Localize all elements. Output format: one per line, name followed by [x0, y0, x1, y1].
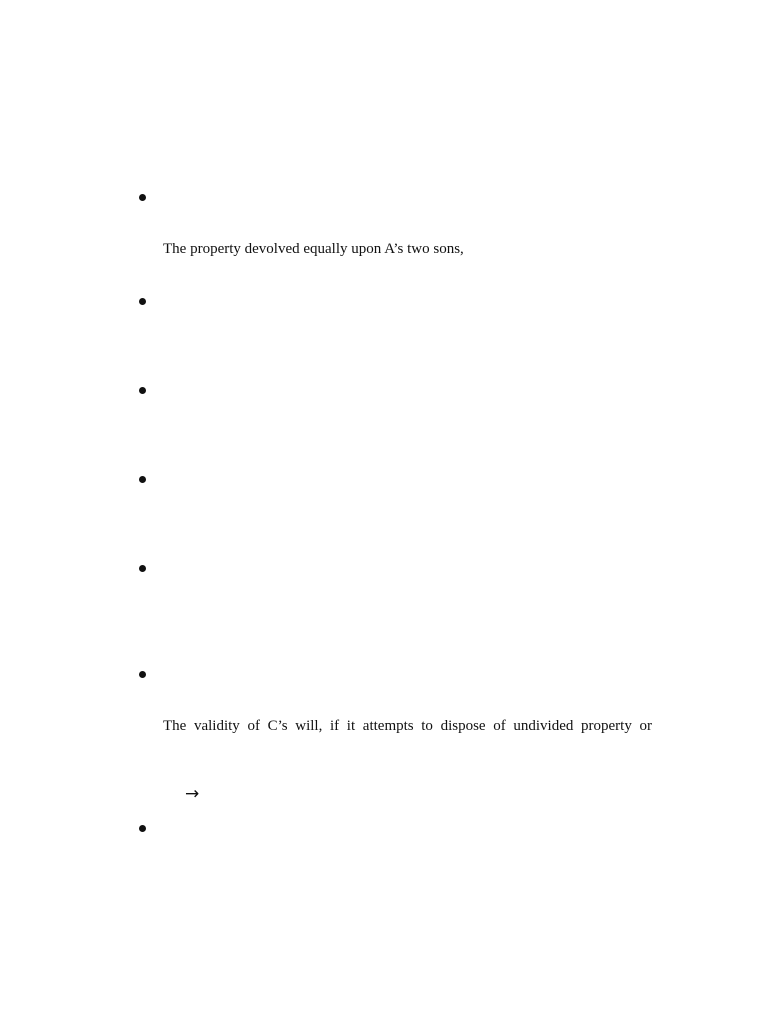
- paragraph-property-devolved: The property devolved equally upon A’s two sons,: [163, 241, 464, 257]
- right-arrow-icon: →: [185, 784, 200, 804]
- list-bullet-5: [139, 565, 146, 572]
- list-bullet-2: [139, 298, 146, 305]
- paragraph-will-validity: The validity of C’s will, if it attempts to dispose of undivided property or: [163, 718, 652, 734]
- list-bullet-1: [139, 194, 146, 201]
- list-bullet-6: [139, 671, 146, 678]
- list-bullet-7: [139, 825, 146, 832]
- list-bullet-3: [139, 387, 146, 394]
- list-bullet-4: [139, 476, 146, 483]
